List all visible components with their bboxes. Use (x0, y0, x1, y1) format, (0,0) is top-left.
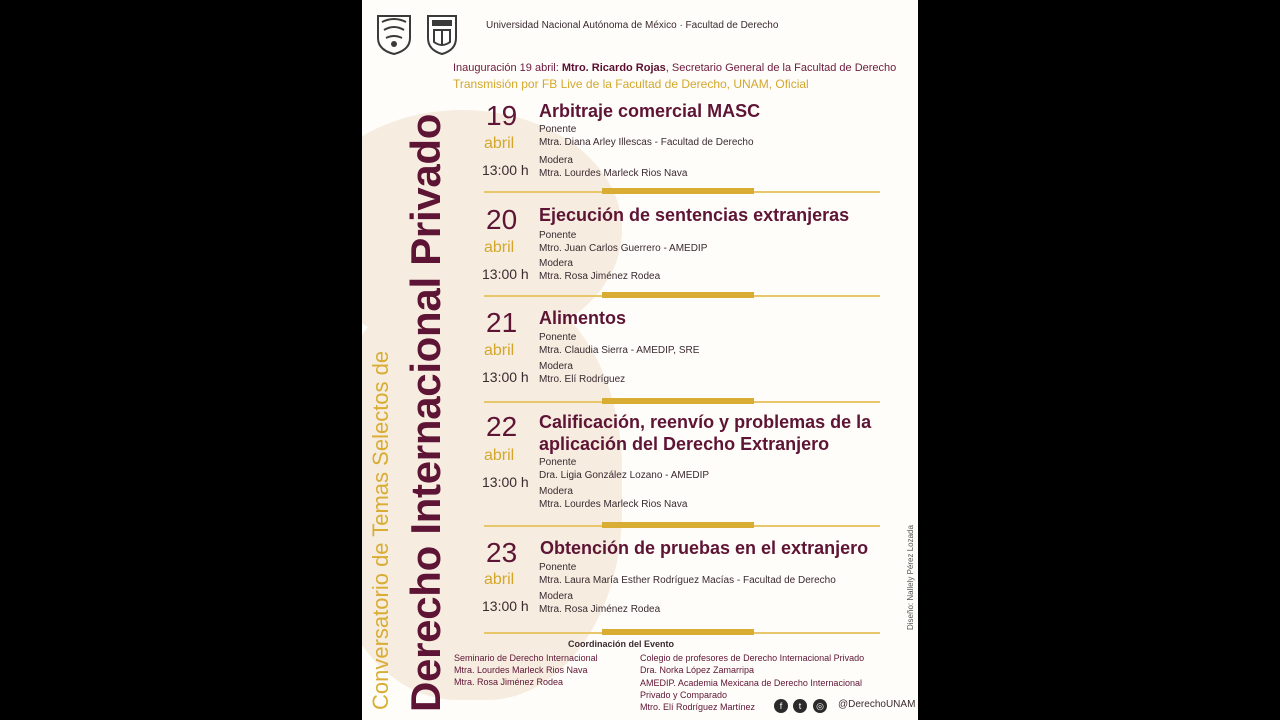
twitter-icon[interactable]: t (793, 699, 807, 713)
session-20 (478, 204, 878, 294)
ponente-name: Mtra. Claudia Sierra - AMEDIP, SRE (539, 345, 700, 356)
session-time: 13:00 h (482, 369, 529, 385)
facultad-logo (422, 12, 462, 56)
ponente-label: Ponente (539, 562, 577, 573)
session-19 (478, 100, 878, 190)
divider-accent (602, 398, 754, 404)
session-month: abril (484, 239, 515, 256)
title-line-2: Derecho Internacional Privado (402, 113, 449, 712)
divider-accent (602, 292, 754, 298)
title-line-1: Conversatorio de Temas Selectos de (368, 350, 393, 710)
institution-name: Universidad Nacional Autónoma de México · Facultad de Derecho (486, 20, 779, 31)
coordination-title: Coordinación del Evento (568, 639, 675, 649)
session-title: Calificación, reenvío y problemas de la aplicación del Derecho Extranjero (539, 412, 872, 454)
ponente-name: Mtro. Juan Carlos Guerrero - AMEDIP (539, 243, 708, 254)
modera-label: Modera (539, 258, 573, 269)
modera-name: Mtra. Rosa Jiménez Rodea (539, 604, 661, 615)
session-22 (478, 411, 878, 521)
session-month: abril (484, 447, 515, 464)
session-day: 23 (486, 537, 518, 568)
session-time: 13:00 h (482, 474, 529, 490)
session-month: abril (484, 342, 515, 359)
ponente-name: Dra. Ligia González Lozano - AMEDIP (539, 470, 710, 481)
session-day: 20 (486, 204, 518, 235)
ponente-name: Mtra. Diana Arley Illescas - Facultad de Derecho (539, 137, 754, 148)
unam-logo (374, 12, 414, 56)
session-day: 21 (486, 307, 518, 338)
session-time: 13:00 h (482, 598, 529, 614)
session-month: abril (484, 571, 515, 588)
coordination-amedip: AMEDIP. Academia Mexicana de Derecho Internacional Privado y Comparado Mtro. Elí Rodríguez Martínez (640, 678, 862, 712)
session-title: Obtención de pruebas en el extranjero (540, 538, 869, 558)
modera-label: Modera (539, 591, 573, 602)
session-title: Alimentos (539, 308, 627, 328)
ponente-label: Ponente (539, 230, 577, 241)
session-title: Ejecución de sentencias extranjeras (539, 205, 850, 225)
divider-accent (602, 629, 754, 635)
ponente-label: Ponente (539, 124, 577, 135)
modera-label: Modera (539, 486, 573, 497)
modera-label: Modera (539, 155, 573, 166)
coordination-left: Seminario de Derecho Internacional Mtra. Lourdes Marleck Rios Nava Mtra. Rosa Jiménez Rodea (454, 653, 598, 687)
modera-name: Mtro. Elí Rodríguez (539, 374, 626, 385)
ponente-label: Ponente (539, 332, 577, 343)
inauguration-line: Inauguración 19 abril: Mtro. Ricardo Rojas, Secretario General de la Facultad de Derecho (453, 62, 897, 74)
instagram-icon[interactable]: ◎ (813, 699, 827, 713)
session-month: abril (484, 135, 515, 152)
ponente-name: Mtra. Laura María Esther Rodríguez Macías - Facultad de Derecho (539, 575, 836, 586)
divider-accent (602, 188, 754, 194)
session-time: 13:00 h (482, 162, 529, 178)
session-time: 13:00 h (482, 266, 529, 282)
modera-name: Mtra. Lourdes Marleck Rios Nava (539, 168, 688, 179)
facebook-icon[interactable]: f (774, 699, 788, 713)
modera-name: Mtra. Rosa Jiménez Rodea (539, 271, 661, 282)
ponente-label: Ponente (539, 457, 577, 468)
divider-accent (602, 522, 754, 528)
broadcast-info: Transmisión por FB Live de la Facultad de Derecho, UNAM, Oficial (453, 77, 809, 91)
session-23 (478, 537, 878, 627)
session-day: 22 (486, 411, 518, 442)
session-title: Arbitraje comercial MASC (539, 101, 761, 121)
coordination-colegio: Colegio de profesores de Derecho Internacional Privado Dra. Norka López Zamarripa (640, 653, 865, 675)
modera-name: Mtra. Lourdes Marleck Rios Nava (539, 499, 688, 510)
social-handle[interactable]: @DerechoUNAM (838, 699, 916, 710)
session-day: 19 (486, 100, 518, 131)
session-21 (478, 307, 878, 397)
modera-label: Modera (539, 361, 573, 372)
design-credit: Diseño: Nallely Pérez Lozada (906, 525, 915, 630)
event-poster (362, 0, 918, 720)
